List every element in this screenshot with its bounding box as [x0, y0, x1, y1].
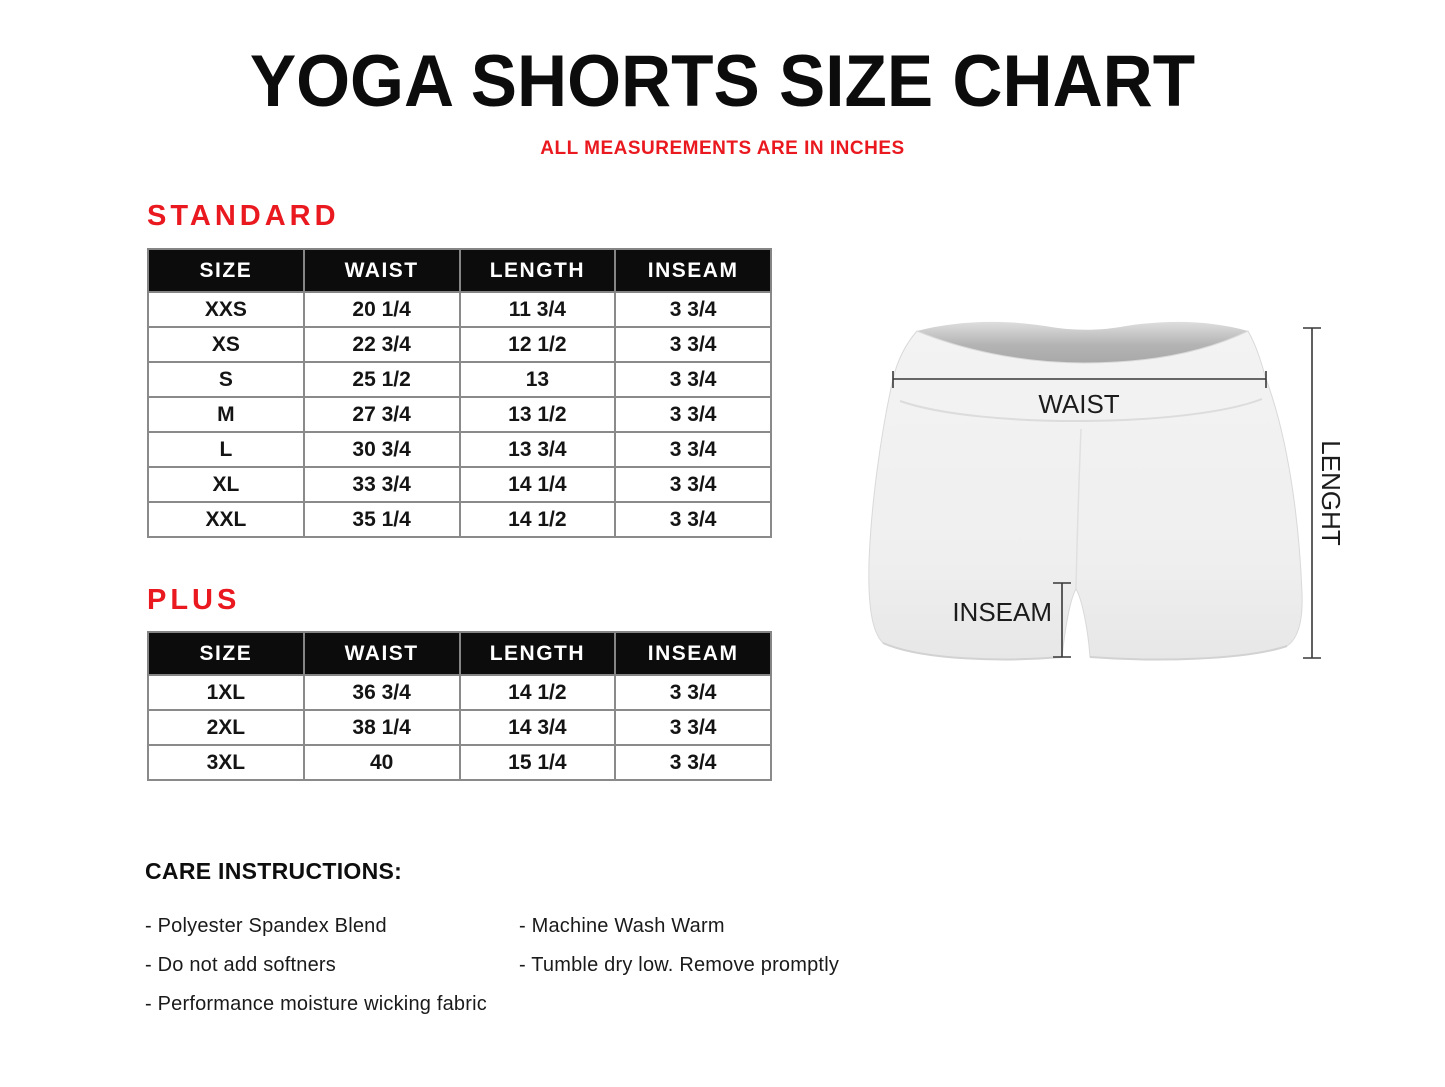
value-cell: 35 1/4	[304, 502, 460, 537]
waist-label: WAIST	[1038, 389, 1120, 419]
shorts-body	[869, 331, 1302, 659]
page-title: YOGA SHORTS SIZE CHART	[249, 41, 1196, 122]
size-cell: S	[148, 362, 304, 397]
value-cell: 15 1/4	[460, 745, 616, 780]
col-header-size: SIZE	[148, 249, 304, 292]
table-row	[148, 675, 771, 710]
value-cell: 25 1/2	[304, 362, 460, 397]
size-cell: 1XL	[148, 675, 304, 710]
care-item: - Polyester Spandex Blend	[145, 915, 387, 937]
col-header-size: SIZE	[148, 632, 304, 675]
value-cell: 3 3/4	[615, 675, 771, 710]
plus-size-table	[147, 631, 772, 781]
value-cell: 3 3/4	[615, 327, 771, 362]
value-cell: 27 3/4	[304, 397, 460, 432]
length-label: LENGHT	[1316, 440, 1346, 546]
value-cell: 13	[460, 362, 616, 397]
size-cell: XL	[148, 467, 304, 502]
plus-section-heading: PLUS	[147, 584, 241, 616]
size-cell: 3XL	[148, 745, 304, 780]
value-cell: 14 3/4	[460, 710, 616, 745]
value-cell: 40	[304, 745, 460, 780]
table-row	[148, 502, 771, 537]
table-row	[148, 745, 771, 780]
col-header-waist: WAIST	[304, 632, 460, 675]
table-row	[148, 710, 771, 745]
value-cell: 14 1/2	[460, 675, 616, 710]
col-header-inseam: INSEAM	[615, 632, 771, 675]
page-subtitle: ALL MEASUREMENTS ARE IN INCHES	[540, 138, 905, 159]
value-cell: 11 3/4	[460, 292, 616, 327]
value-cell: 3 3/4	[615, 745, 771, 780]
value-cell: 14 1/2	[460, 502, 616, 537]
care-instructions-heading: CARE INSTRUCTIONS:	[145, 858, 403, 884]
care-item: - Machine Wash Warm	[519, 915, 725, 937]
care-item: - Do not add softners	[145, 954, 336, 976]
value-cell: 13 1/2	[460, 397, 616, 432]
value-cell: 38 1/4	[304, 710, 460, 745]
value-cell: 3 3/4	[615, 710, 771, 745]
value-cell: 14 1/4	[460, 467, 616, 502]
value-cell: 3 3/4	[615, 432, 771, 467]
size-cell: XS	[148, 327, 304, 362]
standard-size-table	[147, 248, 772, 538]
table-row	[148, 292, 771, 327]
size-cell: 2XL	[148, 710, 304, 745]
table-row	[148, 327, 771, 362]
table-row	[148, 432, 771, 467]
value-cell: 36 3/4	[304, 675, 460, 710]
value-cell: 22 3/4	[304, 327, 460, 362]
value-cell: 20 1/4	[304, 292, 460, 327]
size-cell: XXL	[148, 502, 304, 537]
value-cell: 3 3/4	[615, 502, 771, 537]
col-header-length: LENGTH	[460, 249, 616, 292]
col-header-length: LENGTH	[460, 632, 616, 675]
inseam-label: INSEAM	[952, 597, 1052, 627]
table-row	[148, 397, 771, 432]
value-cell: 3 3/4	[615, 397, 771, 432]
value-cell: 3 3/4	[615, 292, 771, 327]
col-header-waist: WAIST	[304, 249, 460, 292]
care-item: - Performance moisture wicking fabric	[145, 993, 487, 1015]
table-header-row	[148, 249, 771, 292]
shorts-measurement-diagram	[860, 300, 1360, 690]
table-row	[148, 362, 771, 397]
table-header-row	[148, 632, 771, 675]
table-row	[148, 467, 771, 502]
value-cell: 12 1/2	[460, 327, 616, 362]
col-header-inseam: INSEAM	[615, 249, 771, 292]
value-cell: 13 3/4	[460, 432, 616, 467]
value-cell: 30 3/4	[304, 432, 460, 467]
standard-section-heading: STANDARD	[147, 200, 340, 232]
value-cell: 3 3/4	[615, 467, 771, 502]
value-cell: 33 3/4	[304, 467, 460, 502]
size-cell: M	[148, 397, 304, 432]
size-cell: XXS	[148, 292, 304, 327]
value-cell: 3 3/4	[615, 362, 771, 397]
size-cell: L	[148, 432, 304, 467]
care-item: - Tumble dry low. Remove promptly	[519, 954, 840, 976]
